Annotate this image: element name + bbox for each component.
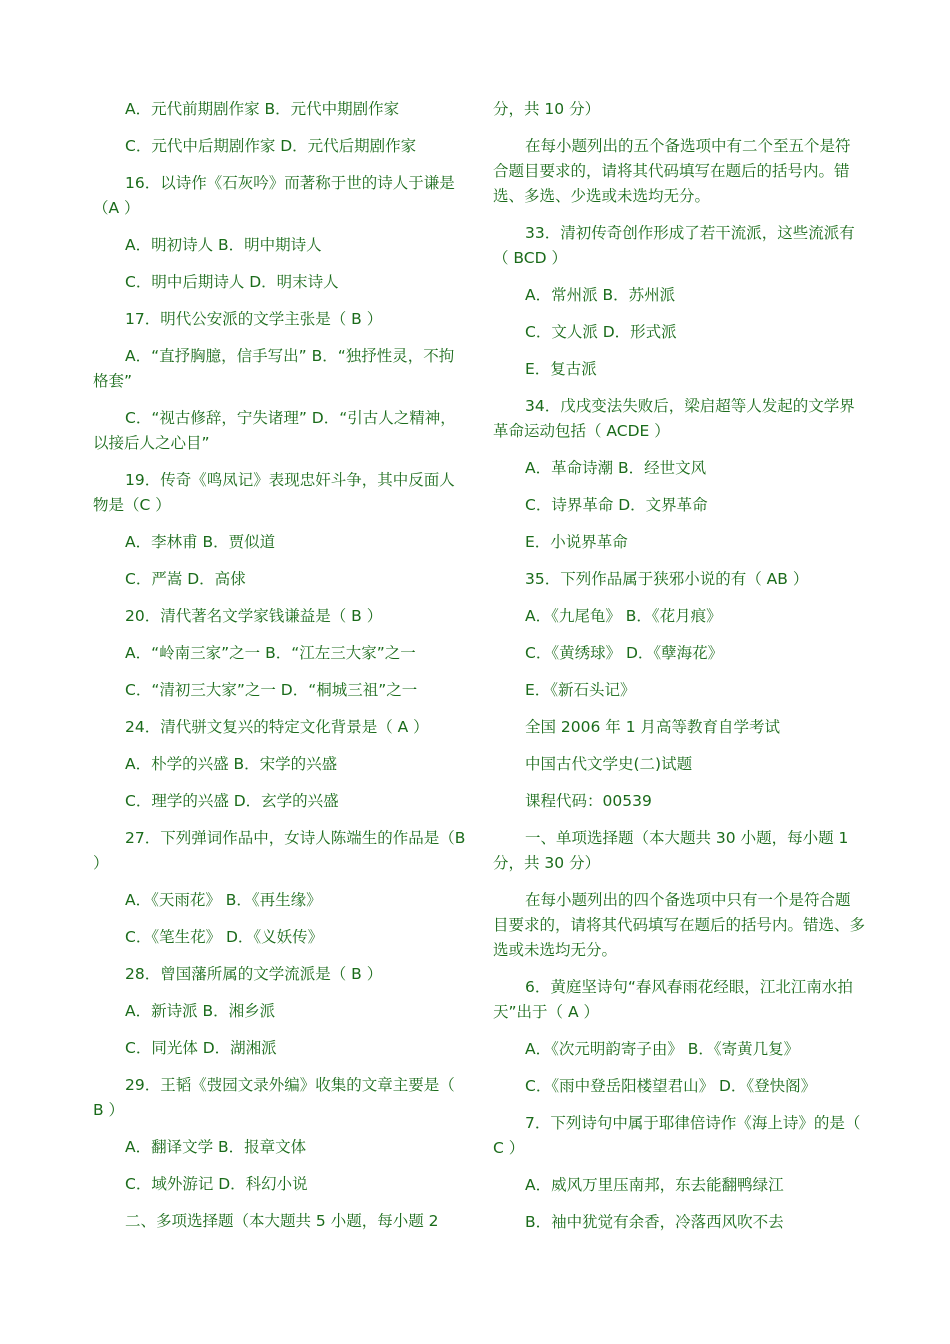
text-line: A．《九尾龟》 B．《花月痕》: [525, 607, 722, 625]
left-column: [93, 97, 468, 1246]
exam-title: 全国 2006 年 1 月高等教育自学考试: [525, 718, 781, 736]
question-33: 33．清初传奇创作形成了若干流派，这些流派有（ BCD ）: [493, 224, 855, 267]
text-line: C．“视古修辞，宁失诸理” D．“引古人之精神，以接后人之心目”: [93, 409, 456, 452]
text-line: C．严嵩 D．高俅: [125, 570, 246, 588]
course-code: 课程代码：00539: [525, 792, 652, 810]
text-line: C．明中后期诗人 D．明末诗人: [125, 273, 339, 291]
question-28: 28．曾国藩所属的文学流派是（ B ）: [125, 965, 383, 983]
text-line: A．革命诗潮 B．经世文风: [525, 459, 707, 477]
text-line: C．“清初三大家”之一 D．“桐城三祖”之一: [125, 681, 418, 699]
question-24: 24．清代骈文复兴的特定文化背景是（ A ）: [125, 718, 429, 736]
section-heading: 一、单项选择题（本大题共 30 小题，每小题 1 分，共 30 分）: [493, 829, 849, 872]
text-line: B．袖中犹觉有余香，冷落西风吹不去: [525, 1213, 784, 1231]
text-line: E．《新石头记》: [525, 681, 636, 699]
question-6: 6．黄庭坚诗句“春风春雨花经眼，江北江南水拍天”出于（ A ）: [493, 978, 853, 1021]
question-29: 29．王韬《弢园文录外编》收集的文章主要是（ B ）: [93, 1076, 455, 1119]
question-7: 7．下列诗句中属于耶律倍诗作《海上诗》的是（ C ）: [493, 1114, 861, 1157]
text-line: E．小说界革命: [525, 533, 628, 551]
text-line: C．《雨中登岳阳楼望君山》 D．《登快阁》: [525, 1077, 817, 1095]
text-line: E．复古派: [525, 360, 597, 378]
text-line: C．诗界革命 D．文界革命: [525, 496, 708, 514]
section-heading: 二、多项选择题（本大题共 5 小题，每小题 2: [125, 1212, 439, 1230]
text-line: C．域外游记 D．科幻小说: [125, 1175, 308, 1193]
instructions: 在每小题列出的五个备选项中有二个至五个是符合题目要求的，请将其代码填写在题后的括号内。错选、多选、少选或未选均无分。: [493, 137, 851, 205]
text-line: A．“岭南三家”之一 B．“江左三大家”之一: [125, 644, 416, 662]
question-16: 16．以诗作《石灰吟》而著称于世的诗人于谦是（A ）: [93, 174, 455, 217]
text-line: C．同光体 D．湖湘派: [125, 1039, 277, 1057]
text-line: A．《次元明韵寄子由》 B．《寄黄几复》: [525, 1040, 800, 1058]
right-column: [493, 97, 865, 1247]
text-line: C．《黄绣球》 D．《孽海花》: [525, 644, 724, 662]
question-35: 35．下列作品属于狭邪小说的有（ AB ）: [525, 570, 809, 588]
text-line: A．朴学的兴盛 B．宋学的兴盛: [125, 755, 338, 773]
text-line: A．“直抒胸臆，信手写出” B．“独抒性灵，不拘格套”: [93, 347, 455, 390]
text-line: A．元代前期剧作家 B．元代中期剧作家: [125, 100, 400, 118]
text-line: C．元代中后期剧作家 D．元代后期剧作家: [125, 137, 417, 155]
question-19: 19．传奇《鸣凤记》表现忠奸斗争，其中反面人物是（C ）: [93, 471, 455, 514]
exam-subject: 中国古代文学史(二)试题: [525, 755, 693, 773]
question-27: 27．下列弹词作品中，女诗人陈端生的作品是（B ）: [93, 829, 466, 872]
instructions: 在每小题列出的四个备选项中只有一个是符合题目要求的，请将其代码填写在题后的括号内。错选、多选或未选均无分。: [493, 891, 866, 959]
text-line: C．文人派 D．形式派: [525, 323, 677, 341]
text-line: A．翻译文学 B．报章文体: [125, 1138, 307, 1156]
question-17: 17．明代公安派的文学主张是（ B ）: [125, 310, 383, 328]
section-heading-continued: 分，共 10 分）: [493, 100, 601, 118]
text-line: A．《天雨花》 B．《再生缘》: [125, 891, 322, 909]
question-34: 34．戊戌变法失败后，梁启超等人发起的文学界革命运动包括（ ACDE ）: [493, 397, 855, 440]
question-20: 20．清代著名文学家钱谦益是（ B ）: [125, 607, 383, 625]
text-line: C．理学的兴盛 D．玄学的兴盛: [125, 792, 339, 810]
text-line: A．威风万里压南邦，东去能翻鸭绿江: [525, 1176, 784, 1194]
text-line: A．新诗派 B．湘乡派: [125, 1002, 276, 1020]
text-line: A．李林甫 B．贾似道: [125, 533, 276, 551]
text-line: A．明初诗人 B．明中期诗人: [125, 236, 322, 254]
text-line: C．《笔生花》 D．《义妖传》: [125, 928, 324, 946]
text-line: A．常州派 B．苏州派: [525, 286, 676, 304]
